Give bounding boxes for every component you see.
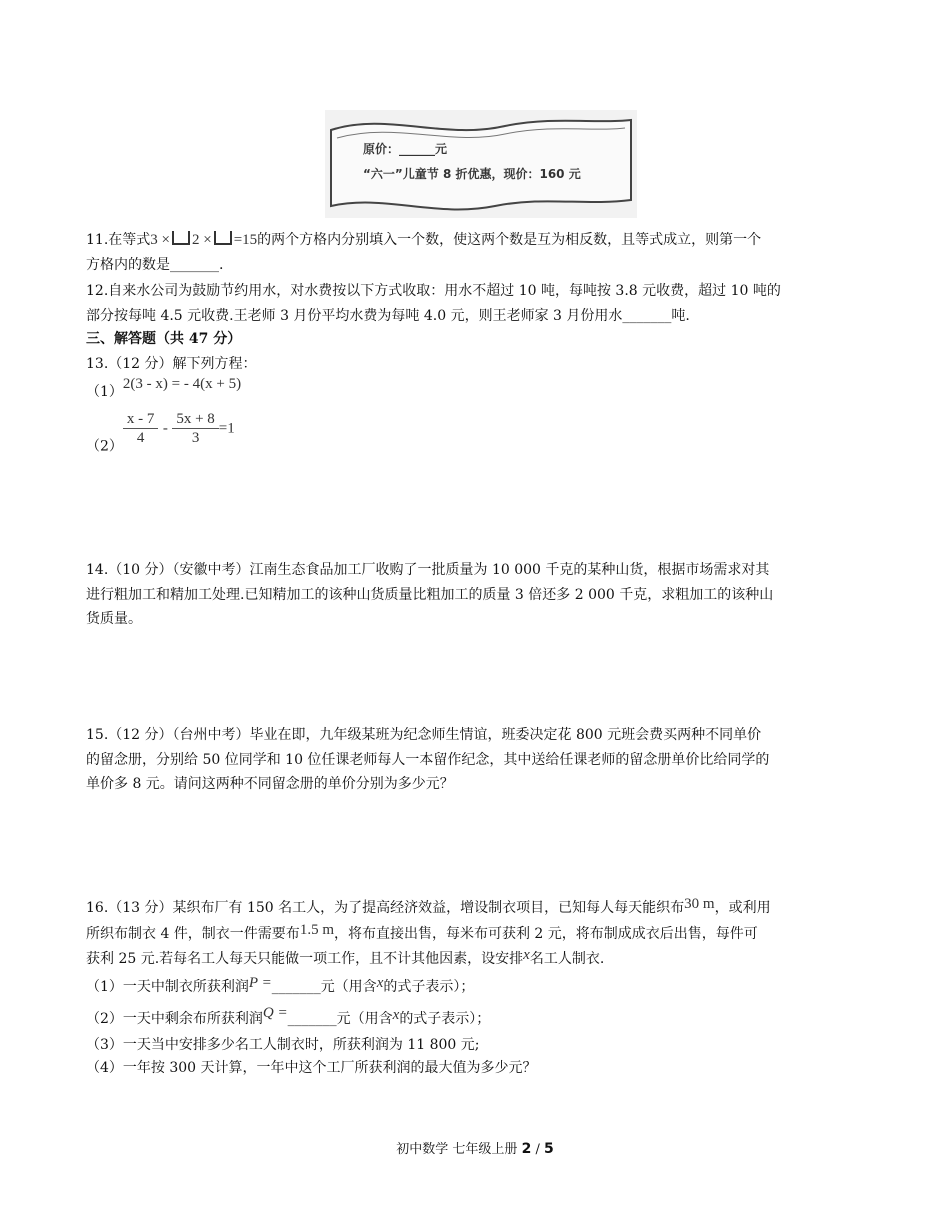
q16-line2-text-b: ，将布直接出售，每米布可获利 2 元，将布制成成衣后出售，每件可 [333, 926, 758, 942]
q16-s1-text-b: _______元（用含 [271, 979, 377, 995]
q13-p2-label: （2） [86, 438, 123, 455]
page-footer [0, 1138, 950, 1157]
price-banner-image [325, 110, 637, 218]
question-16-sub-4: （4）一年按 300 天计算，一年中这个工厂所获利润的最大值为多少元？ [86, 1060, 537, 1076]
q16-line2-text-a: 所织布制衣 4 件，制衣一件需要布 [86, 926, 300, 942]
q11-eq-c: =15 [233, 232, 258, 248]
q16-s1-math: P = [248, 975, 272, 991]
blank-box-1 [172, 231, 190, 245]
question-13-part-2 [86, 410, 235, 456]
q13-minus: - [162, 420, 168, 437]
q11-eq-a: 3 × [150, 232, 170, 248]
q16-line3-math: x [523, 947, 530, 963]
question-15-line-2: 的留念册，分别给 50 位同学和 10 位任课老师每人一本留作纪念，其中送给任课老师的留念册单价比给同学的 [86, 752, 770, 768]
q13-frac2-numerator: 5x + 8 [172, 410, 218, 429]
question-16-line-3 [86, 949, 604, 969]
question-14-line-3: 货质量。 [86, 611, 142, 627]
q13-p1-equation: 2(3 - x) = - 4(x + 5) [122, 376, 242, 392]
q11-prefix: 11.在等式 [86, 232, 151, 248]
question-13-part-1 [86, 376, 242, 402]
footer-page-total: 5 [543, 1141, 554, 1157]
question-15-line-1: 15.（12 分）（台州中考）毕业在即，九年级某班为纪念师生情谊，班委决定花 800 元班会费买两种不同单价 [86, 727, 762, 743]
question-12-line-2: 部分按每吨 4.5 元收费.王老师 3 月份平均水费为每吨 4.0 元，则王老师家 3 月份用水_______吨. [86, 308, 690, 324]
question-11-line-2: 方格内的数是_______. [86, 257, 224, 273]
banner-discount-price: “六一”儿童节 8 折优惠，现价：160 元 [363, 167, 581, 181]
footer-page-number: 2 [521, 1141, 532, 1157]
banner-scroll-shape [325, 110, 637, 218]
q16-s1-text-c: 的式子表示）； [383, 979, 475, 995]
q13-rhs: =1 [218, 420, 235, 437]
footer-separator: / [531, 1142, 544, 1157]
q16-s1-text-a: （1）一天中制衣所获利润 [86, 979, 249, 995]
q16-s2-math: Q = [262, 1005, 288, 1021]
q16-s2-var: x [392, 1007, 400, 1023]
q16-s2-text-a: （2）一天中剩余布所获利润 [86, 1011, 263, 1027]
question-16-sub-2 [86, 1005, 491, 1029]
q16-line3-text-a: 获利 25 元.若每名工人每天只能做一项工作，且不计其他因素，设安排 [86, 951, 524, 967]
q13-fraction-2 [172, 410, 218, 447]
q11-suffix: 的两个方格内分别填入一个数，使这两个数是互为相反数，且等式成立，则第一个 [257, 232, 762, 248]
blank-box-2 [214, 231, 232, 245]
q16-s1-var: x [376, 975, 384, 991]
q11-eq-b: 2 × [191, 232, 212, 248]
q16-line1-text-b: ，或利用 [714, 900, 771, 916]
question-16-sub-1 [86, 977, 474, 997]
question-11-line-1 [86, 230, 761, 250]
question-12-line-1: 12.自来水公司为鼓励节约用水，对水费按以下方式收取：用水不超过 10 吨，每吨按 3.8 元收费，超过 10 吨的 [86, 283, 781, 299]
q13-frac1-numerator: x - 7 [123, 410, 159, 429]
question-16-line-2 [86, 924, 758, 944]
q16-line1-math: 30 m [684, 896, 715, 912]
question-16-sub-3: （3）一天当中安排多少名工人制衣时，所获利润为 11 800 元; [86, 1037, 480, 1053]
q13-frac1-denominator: 4 [136, 430, 145, 446]
question-15-line-3: 单价多 8 元。请问这两种不同留念册的单价分别为多少元？ [86, 776, 454, 792]
q13-fraction-1 [123, 410, 159, 447]
q16-s2-text-c: 的式子表示）； [399, 1011, 491, 1027]
question-13-stem: 13.（12 分）解下列方程： [86, 356, 257, 372]
footer-title: 初中数学 七年级上册 [396, 1142, 518, 1157]
question-14-line-2: 进行粗加工和精加工处理.已知精加工的该种山货质量比粗加工的质量 3 倍还多 2 000 千克，求粗加工的该种山 [86, 587, 774, 603]
q13-frac2-denominator: 3 [191, 430, 200, 446]
q13-p1-label: （1） [86, 384, 123, 400]
section-3-heading: 三、解答题（共 47 分） [86, 331, 242, 347]
banner-original-price: 原价：______元 [363, 142, 448, 156]
question-14-line-1: 14.（10 分）（安徽中考）江南生态食品加工厂收购了一批质量为 10 000 千克的某种山货，根据市场需求对其 [86, 562, 770, 578]
q16-line2-math: 1.5 m [299, 922, 334, 938]
question-16-line-1 [86, 898, 771, 918]
q16-line3-text-b: 名工人制衣. [529, 951, 605, 967]
q16-s2-text-b: _______元（用含 [287, 1011, 393, 1027]
q16-line1-text-a: 16.（13 分）某织布厂有 150 名工人，为了提高经济效益，增设制衣项目，已知每人每天能织布 [86, 900, 685, 916]
